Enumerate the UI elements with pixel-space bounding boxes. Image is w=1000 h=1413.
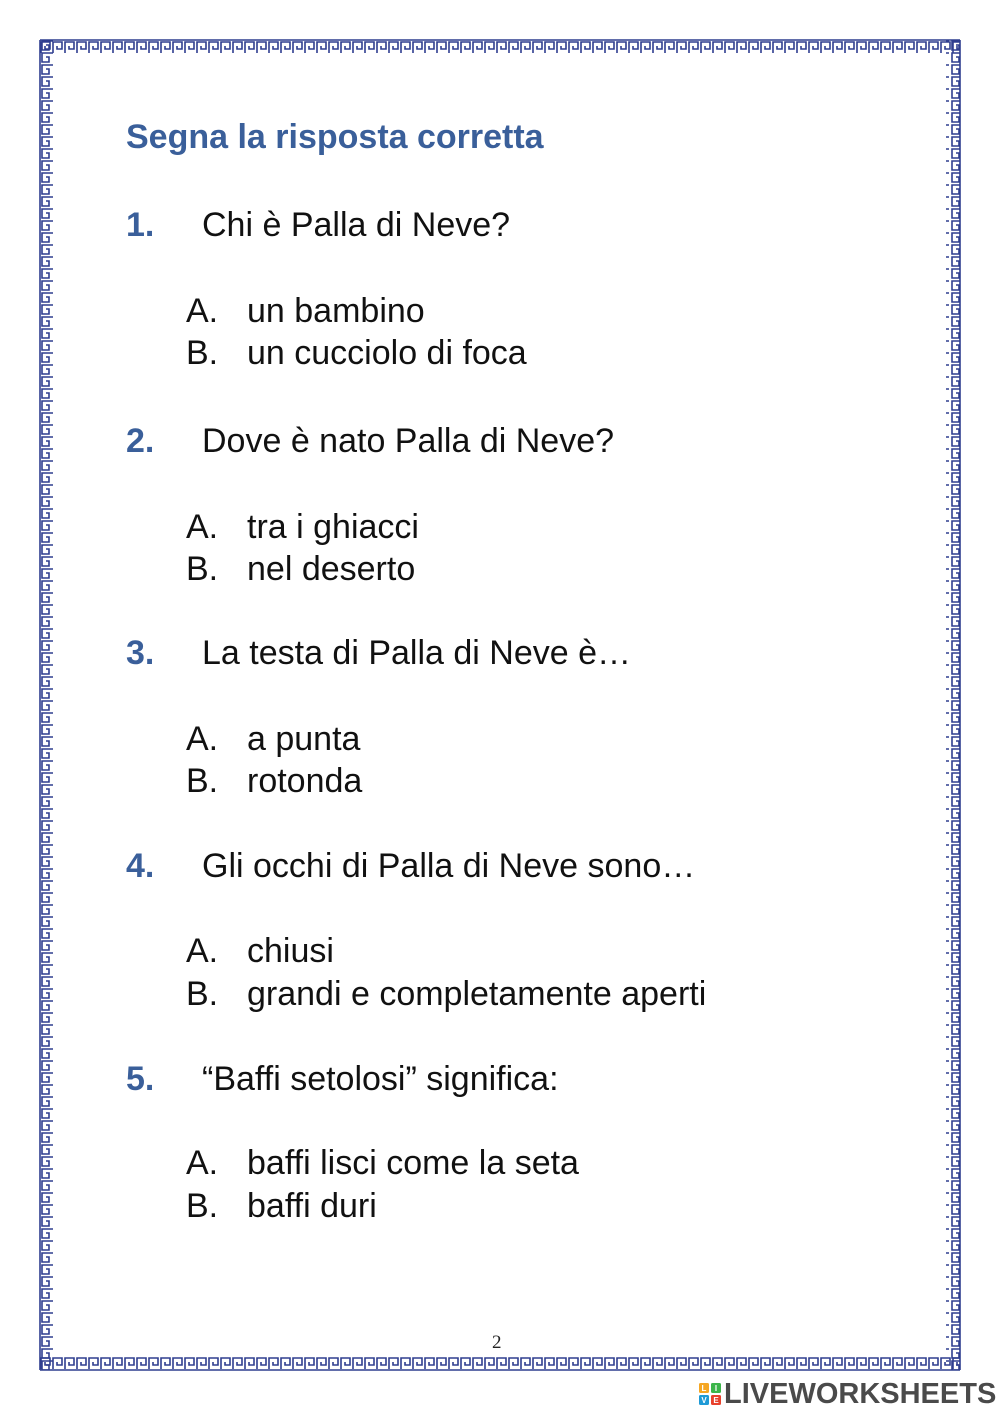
- liveworksheets-logo-icon: [698, 1382, 722, 1406]
- option-text: nel deserto: [247, 550, 416, 588]
- svg-text:L: L: [701, 1384, 707, 1393]
- option-text: un cucciolo di foca: [247, 334, 527, 372]
- option-text: un bambino: [247, 292, 425, 330]
- question-number: 1.: [126, 206, 155, 244]
- question-text: Dove è nato Palla di Neve?: [202, 422, 615, 460]
- option-letter: A.: [186, 932, 219, 970]
- page-title: Segna la risposta corretta: [126, 118, 544, 156]
- question-text: La testa di Palla di Neve è…: [202, 634, 632, 672]
- question-text: Gli occhi di Palla di Neve sono…: [202, 847, 696, 885]
- question-number: 4.: [126, 847, 155, 885]
- option-text: baffi lisci come la seta: [247, 1144, 579, 1182]
- option-text: rotonda: [247, 762, 363, 800]
- option-letter: A.: [186, 508, 219, 546]
- liveworksheets-brand[interactable]: [698, 1378, 996, 1410]
- option-letter: B.: [186, 975, 219, 1013]
- question-text: Chi è Palla di Neve?: [202, 206, 511, 244]
- brand-text: LIVEWORKSHEETS: [724, 1378, 997, 1410]
- option-text: baffi duri: [247, 1187, 377, 1225]
- option-letter: B.: [186, 334, 219, 372]
- option-letter: B.: [186, 1187, 219, 1225]
- option-letter: A.: [186, 1144, 219, 1182]
- option-text: chiusi: [247, 932, 334, 970]
- question-text: “Baffi setolosi” significa:: [202, 1060, 559, 1098]
- option-text: a punta: [247, 720, 361, 758]
- option-letter: A.: [186, 292, 219, 330]
- option-text: grandi e completamente aperti: [247, 975, 707, 1013]
- option-letter: A.: [186, 720, 219, 758]
- option-letter: B.: [186, 762, 219, 800]
- page-number: 2: [492, 1332, 502, 1353]
- option-letter: B.: [186, 550, 219, 588]
- svg-text:I: I: [714, 1384, 718, 1393]
- question-number: 5.: [126, 1060, 155, 1098]
- svg-text:E: E: [713, 1396, 719, 1405]
- question-number: 2.: [126, 422, 155, 460]
- option-text: tra i ghiacci: [247, 508, 419, 546]
- svg-text:V: V: [701, 1396, 707, 1405]
- question-number: 3.: [126, 634, 155, 672]
